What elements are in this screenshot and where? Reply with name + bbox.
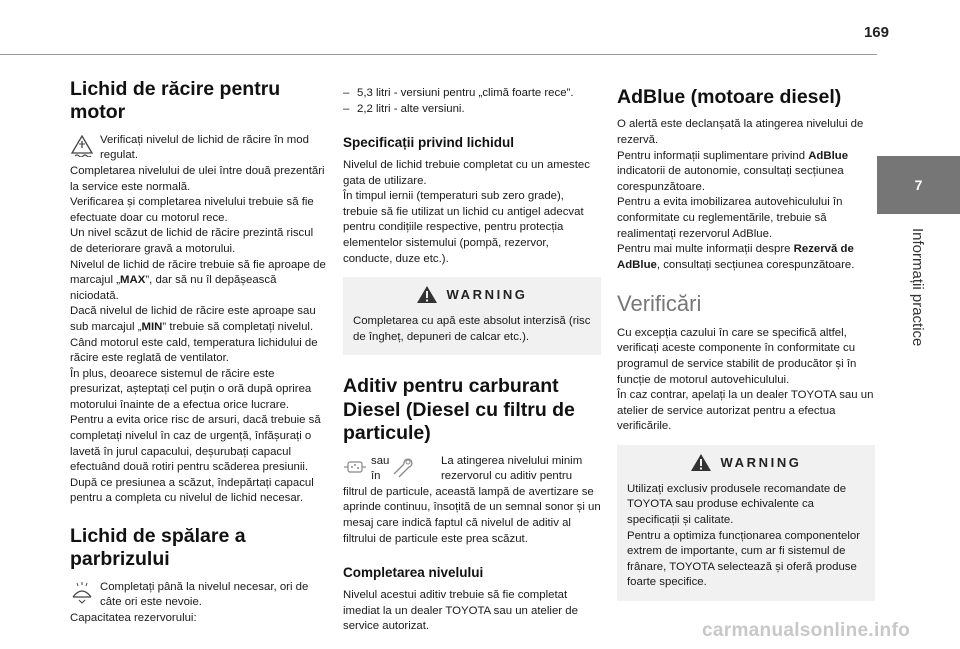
adblue-para-4: Pentru mai multe informații despre Rezervă de AdBlue, consultați secțiunea corespunzătoare. (617, 243, 855, 271)
warning-title: WARNING (446, 287, 528, 303)
coolant-para-4: Nivelul de lichid de răcire trebuie să fie aproape de marcajul „MAX”, dar să nu îl depășească niciodată. (70, 258, 326, 302)
chapter-tab: 7 (877, 156, 960, 214)
checks-para-1: Cu excepția cazului în care se specifică altfel, verificați aceste componente în conformitate cu programul de service stabilit de producător și în funcție de motorul autovehiculului. (617, 326, 857, 386)
coolant-para-2: Verificarea și completarea nivelului trebuie să fie efectuate doar cu motorul rece. (70, 196, 314, 224)
coolant-para-7: În plus, deoarece sistemul de răcire este presurizat, așteptați cel puțin o oră după oprirea motorului înainte de a efectua orice lucrare. (70, 367, 312, 411)
warning-2-para-2: Pentru a optimiza funcționarea componentelor extrem de importante, cum ar fi sistemul de frânare, TOYOTA selectează și oferă produse foarte specifice. (627, 529, 861, 589)
adblue-body (617, 117, 875, 273)
particle-filter-icon (343, 456, 367, 478)
chapter-title-text: Informații practice (909, 228, 926, 347)
specs-body (343, 158, 601, 267)
washer-fluid-icon (70, 582, 94, 604)
coolant-para-1: Completarea nivelului de ulei între două prezentări la service este normală. (70, 164, 325, 193)
additive-heading: Aditiv pentru carburant Diesel (Diesel cu filtru de particule) (343, 375, 575, 445)
warning-box (343, 277, 601, 355)
adblue-para-3: Pentru a evita imobilizarea autovehiculului în conformitate cu reglementările, trebuie să realimentați rezervorul AdBlue. (617, 196, 843, 240)
capacity-item: – 5,3 litri - versiuni pentru „climă foarte rece”. (343, 86, 601, 102)
coolant-para-3: Un nivel scăzut de lichid de răcire prezintă riscul de deteriorare gravă a motorului. (70, 227, 314, 255)
chapter-title (877, 228, 960, 368)
additive-or-label: sau în (371, 454, 390, 483)
additive-icon-row (343, 454, 601, 485)
warning-text: Completarea cu apă este absolut interzisă (risc de îngheț, depuneri de calcar etc.). (353, 315, 591, 343)
adblue-heading: AdBlue (motoare diesel) (617, 86, 842, 108)
coolant-intro-row (70, 133, 328, 164)
coolant-para-9: După ce presiunea a scăzut, îndepărtați capacul pentru a completa cu nivelul de lichid necesar. (70, 476, 314, 505)
warning-triangle-icon (416, 285, 438, 304)
additive-lead-text: La atingerea nivelului minim rezervorul cu aditiv pentru (441, 454, 583, 483)
page-number: 169 (863, 24, 889, 41)
header-rule (0, 54, 877, 55)
warning-2-para-1: Utilizați exclusiv produsele recomandate de TOYOTA sau produse echivalente ca specificații și calitate. (627, 482, 847, 527)
coolant-body (70, 164, 328, 507)
warning-triangle-icon (690, 453, 712, 472)
checks-body (617, 326, 875, 435)
warning-box-2 (617, 445, 875, 601)
coolant-para-8: Pentru a evita orice risc de arsuri, dacă trebuie să completați nivelul în caz de urgență, înfășurați o lavetă în jurul capacului, deșurubați capacul efectuând două rotiri pentru scăderea presiunii. (70, 414, 321, 474)
warning-title-2: WARNING (720, 454, 802, 470)
washer-intro: Completați până la nivelul necesar, ori de câte ori este nevoie. (100, 580, 309, 609)
specs-para-1: Nivelul de lichid trebuie completat cu un amestec gata de utilizare. (343, 159, 590, 187)
additive-icons (343, 454, 441, 485)
coolant-para-6: Când motorul este cald, temperatura lichidului de răcire este reglată de ventilator. (70, 336, 318, 365)
specs-heading: Specificații privind lichidul (343, 135, 515, 151)
column-3 (617, 86, 875, 613)
capacity-list (343, 86, 601, 117)
capacity-item: – 2,2 litri - alte versiuni. (343, 102, 601, 118)
washer-intro-row (70, 580, 328, 611)
coolant-heading: Lichid de răcire pentru motor (70, 78, 281, 124)
specs-para-2: În timpul iernii (temperaturi sub zero grade), trebuie să fie utilizat un lichid cu antigel adecvat pentru condițiile respective, pentru protecția elementelor sistemului (pompă, rezervor, conducte, duze etc.). (343, 190, 584, 265)
refill-heading: Completarea nivelului (343, 565, 484, 581)
coolant-para-5: Dacă nivelul de lichid de răcire este aproape sau sub marcajul „MIN” trebuie să completați nivelul. (70, 305, 316, 333)
warning-text-2 (627, 482, 865, 591)
adblue-para-1: O alertă este declanșată la atingerea nivelului de rezervă. (617, 118, 864, 146)
washer-heading: Lichid de spălare a parbrizului (70, 525, 246, 571)
column-2 (343, 86, 601, 645)
washer-capacity-label: Capacitatea rezervorului: (70, 612, 197, 624)
column-1 (70, 78, 328, 637)
refill-text: Nivelul acestui aditiv trebuie să fie completat imediat la un dealer TOYOTA sau un atelier de service autorizat. (343, 589, 578, 633)
warning-header-2 (627, 453, 865, 472)
additive-rest-text: filtrul de particule, această lampă de avertizare se aprinde continuu, însoțită de un semnal sonor și un mesaj care indică faptul că nivelul de aditiv al filtrului de particule este prea scăzut. (343, 485, 601, 545)
checks-heading: Verificări (617, 291, 702, 317)
service-wrench-icon (391, 456, 415, 478)
adblue-para-2: Pentru informații suplimentare privind AdBlue indicatorii de autonomie, consultați secțiunea corespunzătoare. (617, 149, 849, 193)
checks-para-2: În caz contrar, apelați la un dealer TOYOTA sau un atelier de service autorizat pentru a efectua verificările. (617, 389, 874, 433)
coolant-level-icon (70, 135, 94, 157)
watermark-text: carmanualsonline.info (702, 620, 910, 641)
coolant-intro: Verificați nivelul de lichid de răcire în mod regulat. (100, 133, 309, 162)
warning-header (353, 285, 591, 304)
